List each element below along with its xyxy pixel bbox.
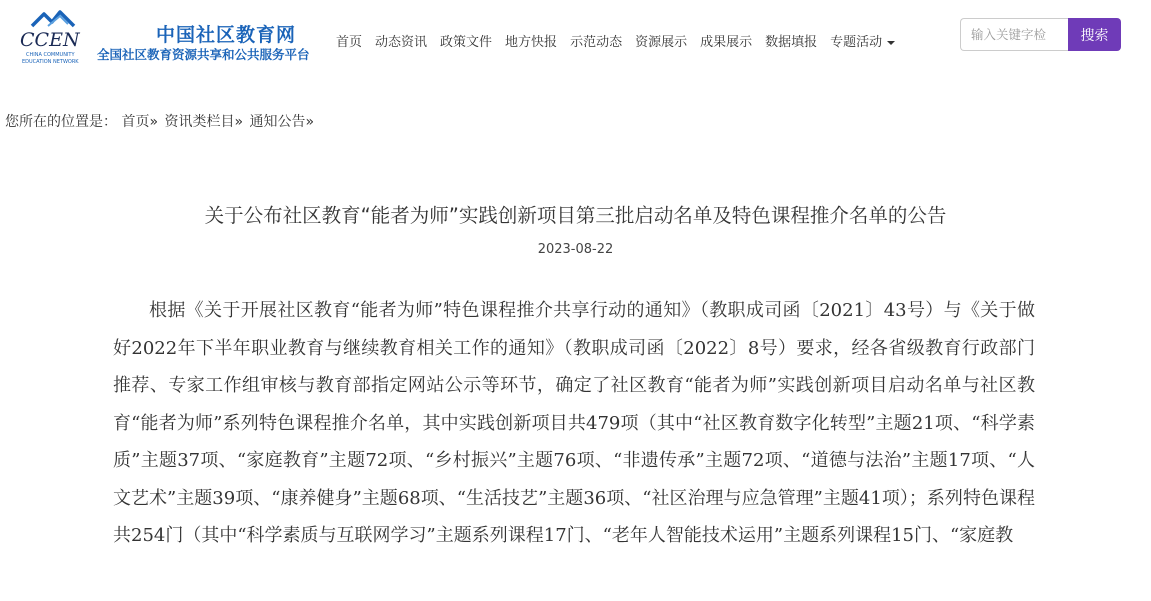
nav-item-data-entry[interactable]: 数据填报 — [765, 35, 818, 50]
nav-item-home[interactable]: 首页 — [336, 35, 363, 50]
nav-item-demo[interactable]: 示范动态 — [570, 35, 623, 50]
breadcrumb-notices[interactable]: 通知公告 — [249, 114, 306, 130]
nav-item-achievements[interactable]: 成果展示 — [700, 35, 753, 50]
breadcrumb-home[interactable]: 首页 — [121, 114, 150, 130]
breadcrumb-separator: » — [234, 114, 244, 130]
breadcrumb — [5, 111, 316, 131]
search-button[interactable]: 搜索 — [1068, 18, 1121, 51]
breadcrumb-news-category[interactable]: 资讯类栏目 — [164, 114, 235, 130]
article-date: 2023-08-22 — [537, 242, 614, 257]
breadcrumb-separator: » — [305, 114, 315, 130]
nav-item-news[interactable]: 动态资讯 — [375, 35, 428, 50]
nav-item-policy[interactable]: 政策文件 — [440, 35, 493, 50]
logo-mark-small-1: CHINA COMMUNITY — [26, 52, 75, 58]
nav-item-resources[interactable]: 资源展示 — [635, 35, 688, 50]
logo-mark-small-2: EDUCATION NETWORK — [22, 59, 79, 65]
logo-title: 中国社区教育网 — [156, 24, 297, 46]
ccen-logo-icon — [18, 8, 96, 66]
nav-item-special-events[interactable]: 专题活动 — [830, 31, 895, 51]
site-header — [0, 0, 1151, 80]
main-nav — [336, 31, 908, 51]
logo-subtitle: 全国社区教育资源共享和公共服务平台 — [97, 47, 310, 62]
article-body: 根据《关于开展社区教育“能者为师”特色课程推介共享行动的通知》（教职成司函〔2021〕43号）与《关于做好2022年下半年职业教育与继续教育相关工作的通知》（教职成司函〔2022〕8号）要求，经各省级教育行政部门推荐、专家工作组审核与教育部指定网站公示等环节，确定了社区教育“能者为师”实践创新项目启动名单与社区教育“能者为师”系列特色课程推介名单，其中实践创新项目共479项（其中“社区教育数字化转型”主题21项、“科学素质”主题37项、“家庭教育”主题72项、“乡村振兴”主题76项、“非遗传承”主题72项、“道德与法治”主题17项、“人文艺术”主题39项、“康养健身”主题68项、“生活技艺”主题36项、“社区治理与应急管理”主题41项）；系列特色课程共254门（其中“科学素质与互联网学习”主题系列课程17门、“老年人智能技术运用”主题系列课程15门、“家庭教 — [113, 300, 1035, 546]
site-logo[interactable] — [18, 8, 318, 68]
breadcrumb-prefix: 您所在的位置是： — [5, 114, 117, 130]
search-input[interactable] — [960, 18, 1068, 51]
nav-item-local-news[interactable]: 地方快报 — [505, 35, 558, 50]
logo-mark-text: CCEN — [20, 29, 80, 51]
article-title: 关于公布社区教育“能者为师”实践创新项目第三批启动名单及特色课程推介名单的公告 — [204, 204, 947, 227]
breadcrumb-separator: » — [149, 114, 159, 130]
